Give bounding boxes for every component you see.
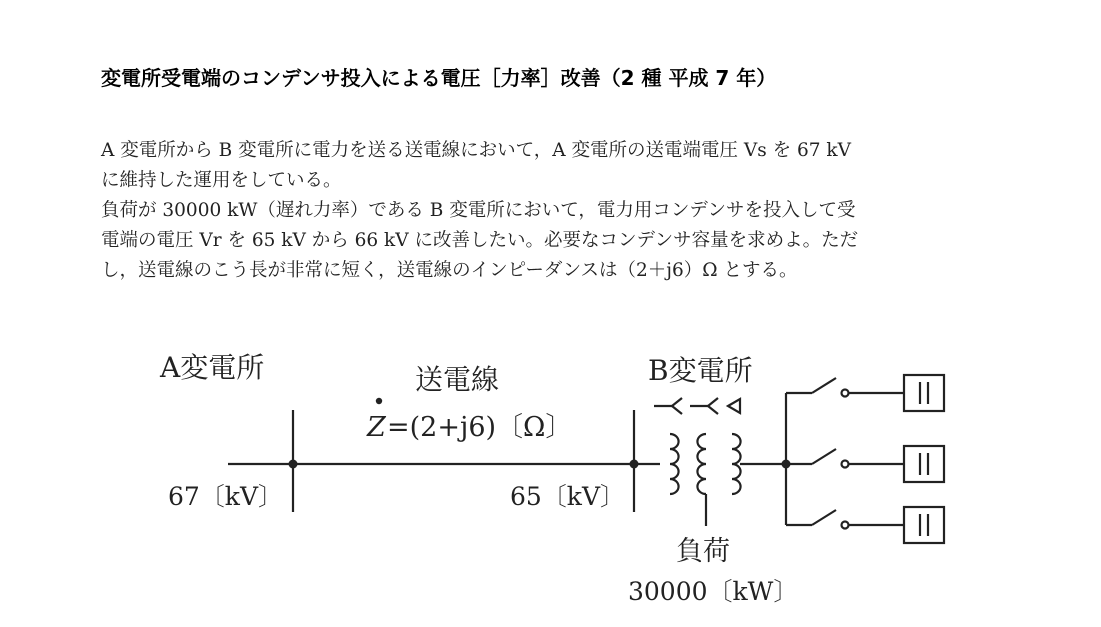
transformer-winding-tertiary [732,434,741,494]
switch-3 [812,510,836,525]
impedance-label: =(2+j6)〔Ω〕 [387,412,573,443]
load-value: 30000〔kW〕 [628,577,799,606]
impedance-dot [376,398,382,404]
junction-dot-capacitor-bus [782,460,791,469]
capacitor-box-2 [904,446,944,482]
load-label: 負荷 [676,536,730,567]
problem-title: 変電所受電端のコンデンサ投入による電圧［力率］改善（2 種 平成 7 年） [101,66,777,90]
line-label: 送電線 [415,363,500,396]
station-a-label: A変電所 [160,351,265,384]
impedance-symbol: Z [367,412,386,443]
voltage-a-label: 67〔kV〕 [168,482,284,511]
junction-dot-a [289,460,298,469]
switch-1 [812,378,836,393]
capacitor-box-3 [904,507,944,543]
paragraph-line: A 変電所から B 変電所に電力を送る送電線において，A 変電所の送電端電圧 Vs を 67 kV [101,140,851,161]
paragraph-line: に維持した運用をしている。 [101,170,342,191]
voltage-b-label: 65〔kV〕 [510,482,626,511]
delta-symbol [728,399,740,413]
station-b-label: B変電所 [648,354,753,387]
transformer-winding-secondary [697,434,706,494]
paragraph-line: し，送電線のこう長が非常に短く，送電線のインピーダンスは（2＋j6）Ω とする。 [101,260,798,281]
junction-dot-b [630,460,639,469]
switch-2 [812,449,836,464]
paragraph-line: 電端の電圧 Vr を 65 kV から 66 kV に改善したい。必要なコンデンサ容量を求めよ。ただ [101,230,859,251]
capacitor-box-1 [904,375,944,411]
transformer-winding-primary [670,434,679,494]
paragraph-line: 負荷が 30000 kW（遅れ力率）である B 変電所において，電力用コンデンサを投入して受 [101,200,856,221]
